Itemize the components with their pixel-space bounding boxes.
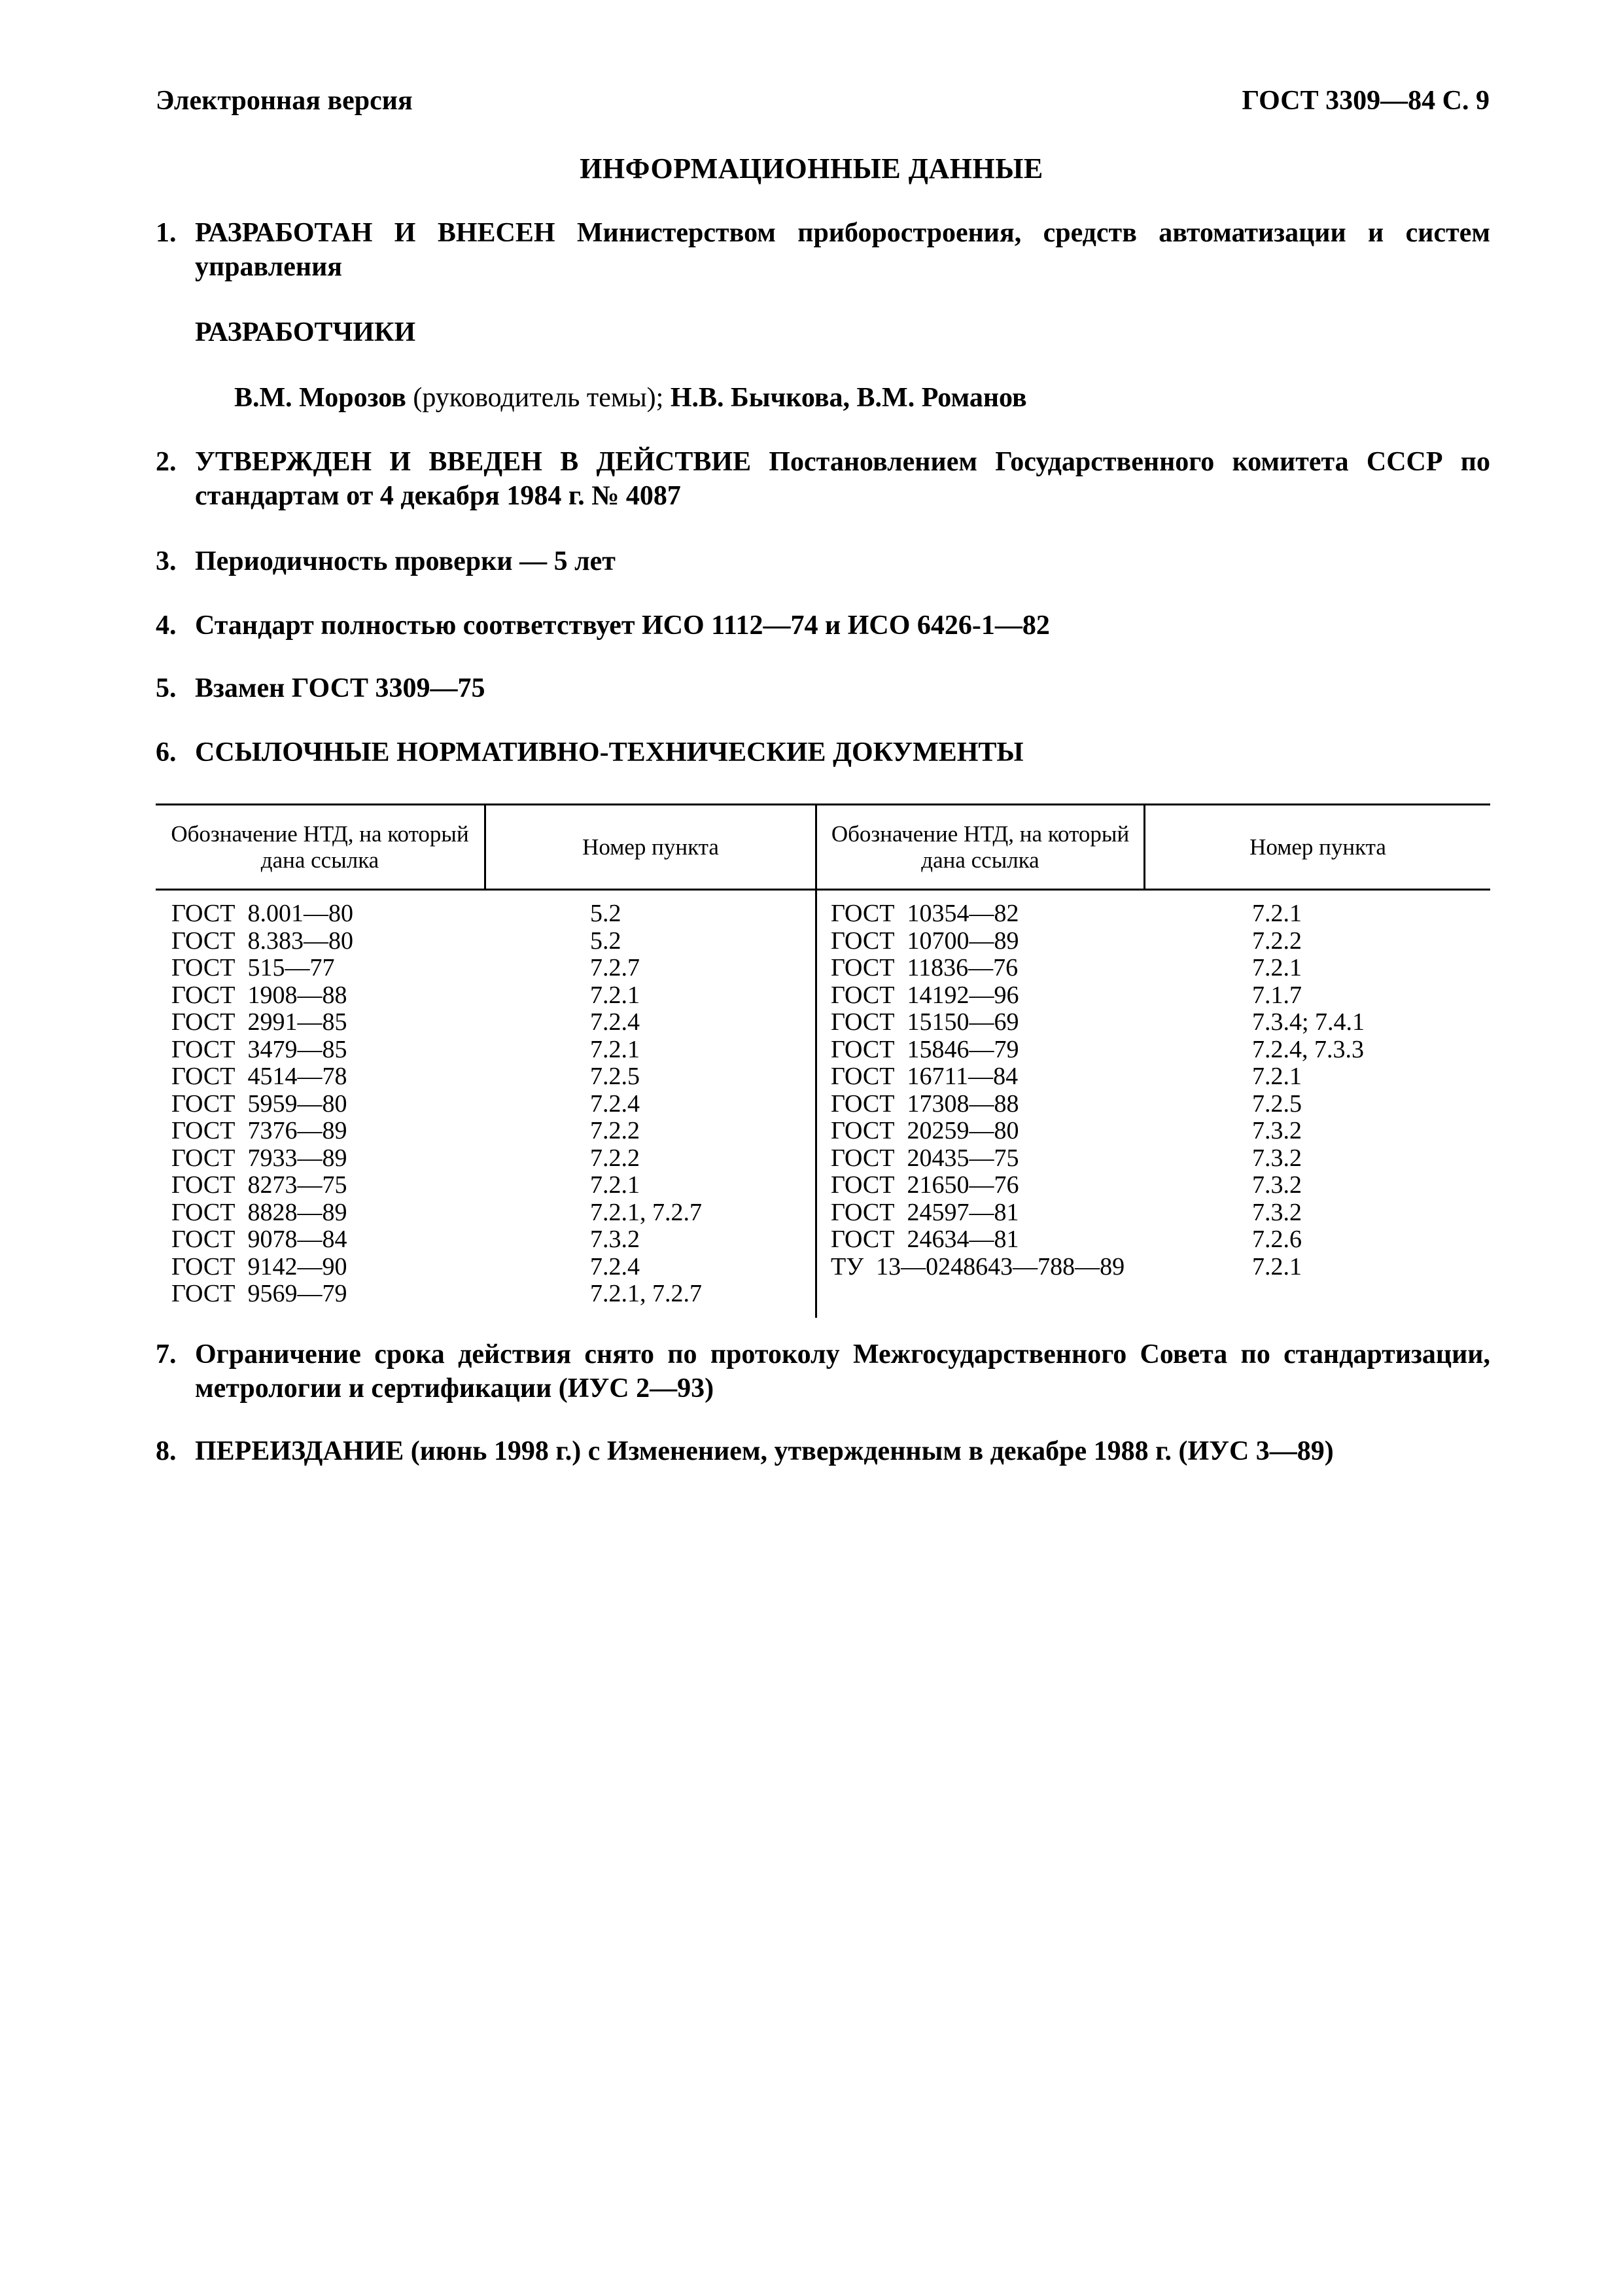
info-item-2 (156, 445, 1490, 513)
table-right-items (1252, 900, 1365, 1280)
item-text: ПЕРЕИЗДАНИЕ (июнь 1998 г.) с Изменением, утвержденным в декабре 1988 г. (ИУС 3—89) (195, 1436, 1334, 1466)
table-cell-doc: ГОСТ 8273—75 (171, 1171, 347, 1199)
table-cell-doc: ГОСТ 2991—85 (171, 1008, 347, 1036)
item-number: 3. (156, 546, 177, 576)
table-cell-item: 7.2.4, 7.3.3 (1252, 1035, 1364, 1063)
table-cell-doc: ГОСТ 9078—84 (171, 1226, 347, 1253)
developer-name: В.М. Морозов (234, 383, 406, 413)
table-cell-item: 7.2.1 (590, 1035, 640, 1063)
table-cell-item: 7.2.1, 7.2.7 (590, 1280, 702, 1307)
info-item-5 (156, 671, 1490, 705)
table-cell-doc: ГОСТ 4514—78 (171, 1063, 347, 1090)
table-cell-item: 7.2.1 (1252, 900, 1302, 927)
item-number: 2. (156, 447, 177, 477)
table-cell-doc: ГОСТ 9142—90 (171, 1252, 347, 1280)
item-lead: РАЗРАБОТАН И ВНЕСЕН (195, 218, 555, 248)
item-text: Периодичность проверки — 5 лет (195, 546, 616, 576)
table-cell-doc: ГОСТ 15150—69 (831, 1008, 1019, 1036)
table-cell-item: 7.3.2 (1252, 1198, 1302, 1226)
table-cell-item: 7.2.2 (590, 1144, 640, 1172)
table-right-docs (831, 900, 1125, 1280)
table-header-doc-right: Обозначение НТД, на который дана ссылка (831, 821, 1130, 873)
table-cell-doc: ГОСТ 9569—79 (171, 1280, 347, 1307)
table-cell-doc: ГОСТ 3479—85 (171, 1035, 347, 1063)
info-item-6 (156, 735, 1490, 769)
table-header-doc-left: Обозначение НТД, на который дана ссылка (171, 821, 469, 873)
table-cell-item: 7.3.4; 7.4.1 (1252, 1008, 1365, 1036)
table-cell-item: 7.2.1 (590, 1171, 640, 1199)
table-cell-doc: ГОСТ 15846—79 (831, 1035, 1019, 1063)
table-cell-doc: ТУ 13—0248643—788—89 (831, 1252, 1125, 1280)
table-left-items (590, 900, 702, 1308)
table-cell-item: 7.3.2 (1252, 1144, 1302, 1172)
info-item-8 (156, 1434, 1490, 1468)
table-cell-item: 7.2.2 (590, 1117, 640, 1144)
table-cell-item: 7.2.7 (590, 954, 640, 981)
table-cell-item: 7.2.4 (590, 1008, 640, 1036)
table-cell-item: 7.2.1 (1252, 1063, 1302, 1090)
table-cell-item: 7.2.1 (1252, 1252, 1302, 1280)
table-cell-item: 7.2.1 (590, 981, 640, 1009)
table-cell-doc: ГОСТ 515—77 (171, 954, 335, 981)
page-title: ИНФОРМАЦИОННЫЕ ДАННЫЕ (580, 152, 1043, 185)
table-cell-item: 7.3.2 (1252, 1117, 1302, 1144)
table-cell-doc: ГОСТ 7933—89 (171, 1144, 347, 1172)
table-header-rule (156, 889, 1490, 891)
table-cell-item: 7.2.5 (1252, 1089, 1302, 1118)
item-lead: УТВЕРЖДЕН И ВВЕДЕН В ДЕЙСТВИЕ (195, 447, 752, 477)
table-cell-item: 7.2.4 (590, 1252, 640, 1280)
item-text: Взамен ГОСТ 3309—75 (195, 673, 485, 703)
table-cell-doc: ГОСТ 20435—75 (831, 1144, 1019, 1172)
item-number: 5. (156, 673, 177, 703)
item-text: Постановлением Государственного комитета СССР по стандартам от 4 декабря 1984 г. № 4087 (195, 447, 1490, 511)
table-cell-doc: ГОСТ 24634—81 (831, 1226, 1019, 1253)
table-cell-doc: ГОСТ 8.001—80 (171, 900, 353, 927)
table-cell-item: 5.2 (590, 900, 621, 927)
table-left-docs (171, 900, 353, 1308)
item-text: Министерством приборостроения, средств автоматизации и систем управления (195, 218, 1490, 282)
developer-role: (руководитель темы); (406, 383, 671, 413)
table-cell-doc: ГОСТ 24597—81 (831, 1198, 1019, 1226)
table-cell-item: 7.3.2 (1252, 1171, 1302, 1199)
item-number: 6. (156, 737, 177, 768)
table-cell-doc: ГОСТ 8.383—80 (171, 927, 353, 955)
header-right-label: ГОСТ 3309—84 С. 9 (1242, 86, 1490, 116)
item-text: ССЫЛОЧНЫЕ НОРМАТИВНО-ТЕХНИЧЕСКИЕ ДОКУМЕНТЫ (195, 737, 1024, 768)
table-header-item-right: Номер пункта (1249, 834, 1386, 860)
item-text: Стандарт полностью соответствует ИСО 1112—74 и ИСО 6426-1—82 (195, 610, 1050, 641)
header-left-label: Электронная версия (156, 86, 413, 116)
table-cell-doc: ГОСТ 11836—76 (831, 954, 1019, 981)
table-cell-doc: ГОСТ 10354—82 (831, 900, 1019, 927)
table-cell-item: 7.2.4 (590, 1089, 640, 1118)
table-cell-item: 7.2.1 (1252, 954, 1302, 981)
table-cell-item: 7.2.1, 7.2.7 (590, 1198, 702, 1226)
table-cell-doc: ГОСТ 16711—84 (831, 1063, 1019, 1090)
info-item-4 (156, 609, 1490, 643)
table-cell-doc: ГОСТ 1908—88 (171, 981, 347, 1009)
table-cell-doc: ГОСТ 17308—88 (831, 1089, 1019, 1118)
developers-heading: РАЗРАБОТЧИКИ (195, 317, 416, 347)
item-number: 1. (156, 218, 177, 248)
table-cell-doc: ГОСТ 20259—80 (831, 1117, 1019, 1144)
info-item-3 (156, 544, 1490, 578)
table-cell-doc: ГОСТ 8828—89 (171, 1198, 347, 1226)
references-table (156, 804, 1490, 1318)
table-cell-doc: ГОСТ 10700—89 (831, 927, 1019, 955)
table-cell-item: 5.2 (590, 927, 621, 955)
table-cell-item: 7.1.7 (1252, 981, 1302, 1009)
table-cell-item: 7.2.5 (590, 1063, 640, 1090)
table-header-item-left: Номер пункта (582, 834, 719, 860)
table-cell-item: 7.3.2 (590, 1226, 640, 1253)
table-cell-doc: ГОСТ 5959—80 (171, 1089, 347, 1118)
table-cell-item: 7.2.6 (1252, 1226, 1302, 1253)
item-text: Ограничение срока действия снято по протоколу Межгосударственного Совета по стандартизации, метрологии и сертификации (ИУС 2—93) (195, 1339, 1490, 1404)
table-cell-doc: ГОСТ 7376—89 (171, 1117, 347, 1144)
table-cell-doc: ГОСТ 14192—96 (831, 981, 1019, 1009)
item-number: 7. (156, 1339, 177, 1369)
developer-names: Н.В. Бычкова, В.М. Романов (670, 383, 1027, 413)
item-number: 4. (156, 610, 177, 641)
table-cell-item: 7.2.2 (1252, 927, 1302, 955)
item-number: 8. (156, 1436, 177, 1466)
info-item-7 (156, 1337, 1490, 1405)
info-item-1 (156, 216, 1490, 284)
table-cell-doc: ГОСТ 21650—76 (831, 1171, 1019, 1199)
developers-list (234, 381, 1027, 415)
